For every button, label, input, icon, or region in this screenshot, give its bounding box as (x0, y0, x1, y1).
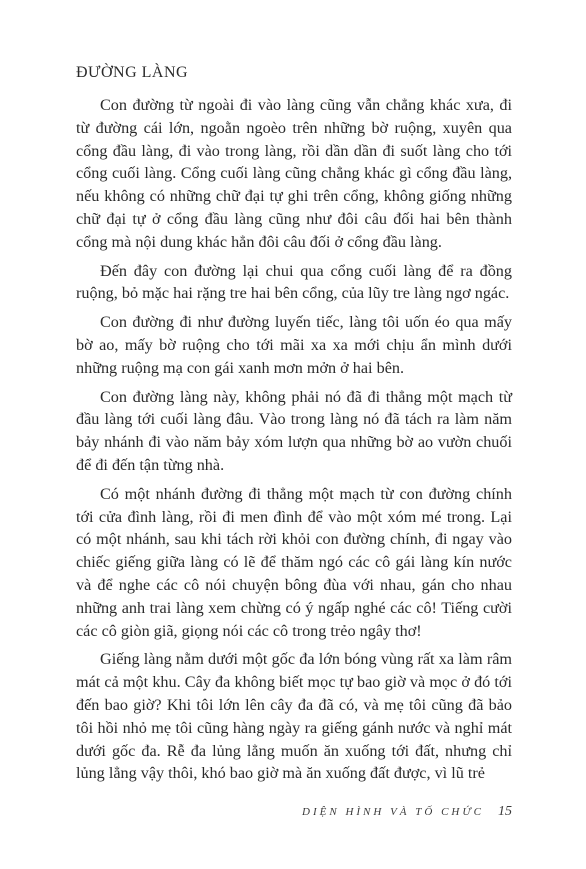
paragraph-6: Giếng làng nằm dưới một gốc đa lớn bóng vùng rất xa làm râm mát cả một khu. Cây đa không biết mọc tự bao giờ và mọc ở đó tới đến bao giờ? Khi tôi lớn lên cây đa đã có, và mẹ tôi cũng đã bảo tôi hồi nhỏ mẹ tôi cũng hàng ngày ra giếng gánh nước và nghỉ mát dưới gốc đa. Rễ đa lủng lẳng muốn ăn xuống tới đất, nhưng chỉ lủng lẳng vậy thôi, khó bao giờ mà ăn xuống đất được, vì lũ trẻ (76, 650, 512, 783)
paragraph-5: Có một nhánh đường đi thẳng một mạch từ con đường chính tới cửa đình làng, rồi đi men đình để vào một xóm mé trong. Lại có một nhánh, sau khi tách rời khỏi con đường chính, đi ngay vào chiếc giếng giữa làng có lẽ để thăm ngó các cô gái làng kín nước và để nghe các cô nói chuyện bông đùa với nhau, gán cho nhau những anh trai làng xem chừng có ý ngấp nghé các cô! Tiếng cười các cô giòn giã, giọng nói các cô trong trẻo ngây thơ! (76, 484, 512, 640)
running-footer (76, 804, 512, 820)
paragraph-3: Con đường đi như đường luyến tiếc, làng tôi uốn éo qua mấy bờ ao, mấy bờ ruộng cho tới mãi xa xa mới chịu ẩn mình dưới những ruộng mạ con gái xanh mơn mởn ở hai bên. (76, 313, 512, 377)
paragraph-1: Con đường từ ngoài đi vào làng cũng vẫn chẳng khác xưa, đi từ đường cái lớn, ngoằn ngoèo trên những bờ ruộng, xuyên qua cổng đầu làng, đi vào trong làng, rồi dần dần đi suốt làng cho tới cổng cuối làng. Cổng cuối làng cũng chẳng khác gì cổng đầu làng, nếu không có những chữ đại tự ghi trên cổng, không giống những chữ đại tự ở cổng đầu làng cũng như đôi câu đối hai bên thành cổng mà nội dung khác hẳn đôi câu đối ở cổng đầu làng. (76, 96, 512, 251)
paragraph-2: Đến đây con đường lại chui qua cổng cuối làng để ra đồng ruộng, bỏ mặc hai rặng tre hai bên cổng, của lũy tre làng ngơ ngác. (76, 261, 512, 303)
page-number: 15 (498, 804, 512, 819)
paragraph-4: Con đường làng này, không phải nó đã đi thẳng một mạch từ đầu làng tới cuối làng đâu. Vào trong làng nó đã tách ra làm năm bảy nhánh đi vào năm bảy xóm lượn qua những bờ ao vườn chuối để đi đến tận từng nhà. (76, 387, 512, 474)
footer-book-title: DIỆN HÌNH VÀ TỐ CHỨC (302, 806, 484, 818)
page-body (76, 60, 512, 791)
chapter-heading: ĐƯỜNG LÀNG (76, 64, 189, 81)
